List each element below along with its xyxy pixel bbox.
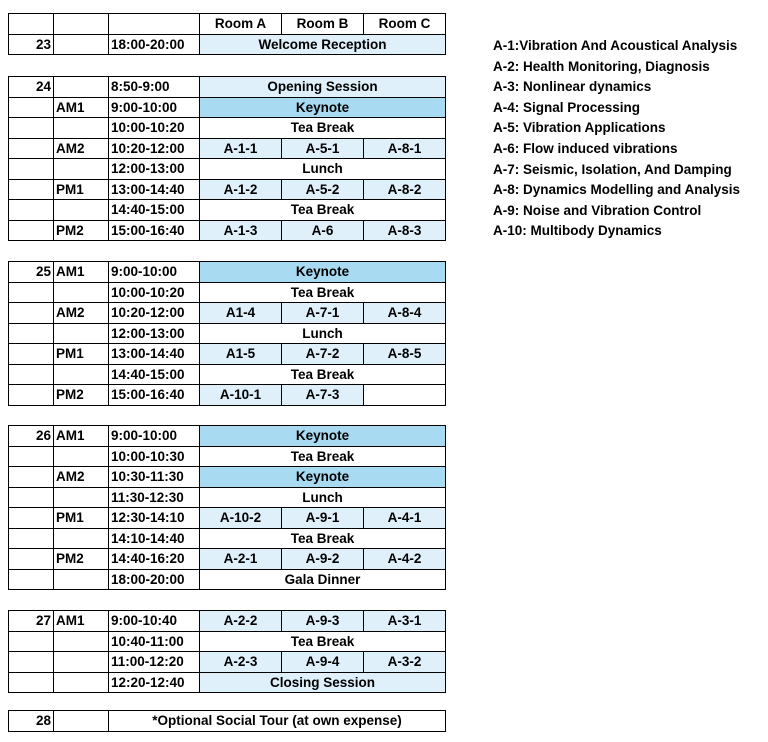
day23-row <box>9 34 446 55</box>
schedule-row <box>9 344 446 365</box>
day-cell <box>9 118 54 139</box>
schedule-row <box>9 528 446 549</box>
schedule-row <box>9 262 446 283</box>
legend-item: A-3: Nonlinear dynamics <box>493 79 652 95</box>
day-number: 26 <box>9 426 54 447</box>
day-cell <box>9 364 54 385</box>
header-row <box>9 14 446 35</box>
room-b-session: A-7-2 <box>282 344 364 365</box>
day-cell <box>9 631 54 652</box>
schedule-header-table <box>8 13 446 55</box>
schedule-row <box>9 179 446 200</box>
time-cell: 11:00-12:20 <box>109 652 200 673</box>
event-cell: Opening Session <box>200 77 446 98</box>
event-cell: Lunch <box>200 159 446 180</box>
room-a-session: A1-4 <box>200 303 282 324</box>
schedule-row <box>9 652 446 673</box>
room-c-header: Room C <box>364 14 446 35</box>
room-a-header: Room A <box>200 14 282 35</box>
period-cell <box>54 487 109 508</box>
schedule-row <box>9 77 446 98</box>
period-cell <box>54 282 109 303</box>
period-cell: AM2 <box>54 467 109 488</box>
day-cell <box>9 159 54 180</box>
time-cell: 10:00-10:20 <box>109 118 200 139</box>
day-cell <box>9 446 54 467</box>
period-cell: AM1 <box>54 611 109 632</box>
day-cell <box>9 528 54 549</box>
time-cell: 18:00-20:00 <box>109 569 200 590</box>
schedule-row <box>9 323 446 344</box>
time-cell: 12:00-13:00 <box>109 159 200 180</box>
period-cell <box>54 569 109 590</box>
period-cell: PM2 <box>54 385 109 406</box>
room-b-session: A-9-3 <box>282 611 364 632</box>
day-cell <box>9 652 54 673</box>
period-cell: PM2 <box>54 549 109 570</box>
room-a-session: A-10-1 <box>200 385 282 406</box>
event-cell: Tea Break <box>200 631 446 652</box>
schedule-row <box>9 138 446 159</box>
time-cell: 18:00-20:00 <box>109 34 200 55</box>
time-cell: 12:20-12:40 <box>109 672 200 693</box>
room-b-session: A-9-1 <box>282 508 364 529</box>
header-blank <box>109 14 200 35</box>
time-cell: 12:00-13:00 <box>109 323 200 344</box>
room-a-session: A-1-1 <box>200 138 282 159</box>
day-cell <box>9 282 54 303</box>
room-b-session: A-5-2 <box>282 179 364 200</box>
day-cell <box>9 97 54 118</box>
schedule-row <box>9 118 446 139</box>
room-a-session: A-10-2 <box>200 508 282 529</box>
room-a-session: A1-5 <box>200 344 282 365</box>
legend-item: A-9: Noise and Vibration Control <box>493 202 702 218</box>
track-legend <box>493 36 740 242</box>
schedule-row <box>9 364 446 385</box>
day-number: 25 <box>9 262 54 283</box>
time-cell: 10:20-12:00 <box>109 138 200 159</box>
period-cell <box>54 528 109 549</box>
schedule-row <box>9 282 446 303</box>
schedule-row <box>9 200 446 221</box>
period-cell: AM2 <box>54 303 109 324</box>
time-cell: 10:40-11:00 <box>109 631 200 652</box>
time-cell: 14:40-16:20 <box>109 549 200 570</box>
schedule-row <box>9 220 446 241</box>
day-cell <box>9 672 54 693</box>
room-c-session: A-4-1 <box>364 508 446 529</box>
room-a-session: A-2-3 <box>200 652 282 673</box>
day-number: 28 <box>9 711 54 732</box>
schedule-row <box>9 569 446 590</box>
day24-table <box>8 76 446 241</box>
period-cell: AM2 <box>54 138 109 159</box>
room-b-session: A-6 <box>282 220 364 241</box>
room-b-session: A-7-3 <box>282 385 364 406</box>
room-c-session <box>364 385 446 406</box>
day25-table <box>8 261 446 406</box>
room-b-header: Room B <box>282 14 364 35</box>
schedule-row <box>9 631 446 652</box>
room-a-session: A-2-1 <box>200 549 282 570</box>
time-cell: 13:00-14:40 <box>109 344 200 365</box>
schedule-row <box>9 426 446 447</box>
period-cell: PM1 <box>54 344 109 365</box>
time-cell: 10:30-11:30 <box>109 467 200 488</box>
time-cell: 8:50-9:00 <box>109 77 200 98</box>
period-cell: AM1 <box>54 262 109 283</box>
room-c-session: A-8-2 <box>364 179 446 200</box>
day-cell <box>9 549 54 570</box>
room-a-session: A-1-2 <box>200 179 282 200</box>
schedule-row <box>9 467 446 488</box>
legend-item: A-5: Vibration Applications <box>493 120 666 136</box>
event-cell: Closing Session <box>200 672 446 693</box>
time-cell: 14:40-15:00 <box>109 364 200 385</box>
event-cell: Keynote <box>200 262 446 283</box>
schedule-row <box>9 303 446 324</box>
room-c-session: A-3-1 <box>364 611 446 632</box>
period-cell <box>54 652 109 673</box>
room-c-session: A-4-2 <box>364 549 446 570</box>
time-cell: 13:00-14:40 <box>109 179 200 200</box>
period-cell <box>54 34 109 55</box>
legend-item: A-6: Flow induced vibrations <box>493 140 678 156</box>
time-cell: 10:00-10:20 <box>109 282 200 303</box>
schedule-row <box>9 159 446 180</box>
day-cell <box>9 303 54 324</box>
day-number: 23 <box>9 34 54 55</box>
day-cell <box>9 569 54 590</box>
room-b-session: A-9-2 <box>282 549 364 570</box>
period-cell <box>54 711 109 732</box>
day-cell <box>9 385 54 406</box>
period-cell: AM1 <box>54 426 109 447</box>
day26-table <box>8 425 446 590</box>
period-cell <box>54 631 109 652</box>
event-cell: Tea Break <box>200 200 446 221</box>
day-cell <box>9 487 54 508</box>
room-a-session: A-1-3 <box>200 220 282 241</box>
day-cell <box>9 138 54 159</box>
event-cell: Keynote <box>200 426 446 447</box>
time-cell: 14:10-14:40 <box>109 528 200 549</box>
legend-item: A-8: Dynamics Modelling and Analysis <box>493 182 741 198</box>
day-cell <box>9 323 54 344</box>
day27-table <box>8 610 446 693</box>
period-cell <box>54 159 109 180</box>
day-cell <box>9 508 54 529</box>
schedule-row <box>9 611 446 632</box>
time-cell: 9:00-10:00 <box>109 262 200 283</box>
period-cell: PM2 <box>54 220 109 241</box>
legend-item: A-4: Signal Processing <box>493 99 641 115</box>
time-cell: 14:40-15:00 <box>109 200 200 221</box>
room-c-session: A-8-3 <box>364 220 446 241</box>
time-cell: 9:00-10:00 <box>109 426 200 447</box>
period-cell <box>54 77 109 98</box>
room-b-session: A-5-1 <box>282 138 364 159</box>
period-cell <box>54 446 109 467</box>
day-cell <box>9 179 54 200</box>
room-c-session: A-8-5 <box>364 344 446 365</box>
schedule-row <box>9 487 446 508</box>
event-cell: Keynote <box>200 97 446 118</box>
schedule-row <box>9 446 446 467</box>
day-number: 27 <box>9 611 54 632</box>
period-cell: AM1 <box>54 97 109 118</box>
day-cell <box>9 200 54 221</box>
day28-table <box>8 710 446 732</box>
period-cell <box>54 118 109 139</box>
schedule-row <box>9 385 446 406</box>
legend-item: A-7: Seismic, Isolation, And Damping <box>493 161 732 177</box>
event-cell: Lunch <box>200 487 446 508</box>
event-cell: Tea Break <box>200 446 446 467</box>
period-cell <box>54 364 109 385</box>
event-cell: Tea Break <box>200 528 446 549</box>
time-cell: 10:00-10:30 <box>109 446 200 467</box>
header-blank <box>9 14 54 35</box>
period-cell <box>54 672 109 693</box>
day28-row <box>9 711 446 732</box>
period-cell: PM1 <box>54 179 109 200</box>
event-cell: Tea Break <box>200 118 446 139</box>
event-cell: Lunch <box>200 323 446 344</box>
room-c-session: A-8-1 <box>364 138 446 159</box>
room-c-session: A-3-2 <box>364 652 446 673</box>
schedule-row <box>9 672 446 693</box>
time-cell: 9:00-10:40 <box>109 611 200 632</box>
legend-item: A-2: Health Monitoring, Diagnosis <box>493 58 710 74</box>
time-cell: 10:20-12:00 <box>109 303 200 324</box>
period-cell <box>54 200 109 221</box>
header-blank <box>54 14 109 35</box>
event-cell: Keynote <box>200 467 446 488</box>
schedule-row <box>9 549 446 570</box>
schedule-row <box>9 508 446 529</box>
day-cell <box>9 344 54 365</box>
legend-item: A-10: Multibody Dynamics <box>493 223 662 239</box>
period-cell: PM1 <box>54 508 109 529</box>
room-b-session: A-9-4 <box>282 652 364 673</box>
time-cell: 12:30-14:10 <box>109 508 200 529</box>
event-cell: Welcome Reception <box>200 34 446 55</box>
event-cell: Gala Dinner <box>200 569 446 590</box>
event-cell: *Optional Social Tour (at own expense) <box>109 711 446 732</box>
time-cell: 9:00-10:00 <box>109 97 200 118</box>
day-cell <box>9 220 54 241</box>
event-cell: Tea Break <box>200 364 446 385</box>
day-cell <box>9 467 54 488</box>
day-number: 24 <box>9 77 54 98</box>
room-a-session: A-2-2 <box>200 611 282 632</box>
time-cell: 15:00-16:40 <box>109 385 200 406</box>
schedule-row <box>9 97 446 118</box>
event-cell: Tea Break <box>200 282 446 303</box>
period-cell <box>54 323 109 344</box>
legend-item: A-1:Vibration And Acoustical Analysis <box>493 38 738 53</box>
time-cell: 15:00-16:40 <box>109 220 200 241</box>
room-b-session: A-7-1 <box>282 303 364 324</box>
room-c-session: A-8-4 <box>364 303 446 324</box>
time-cell: 11:30-12:30 <box>109 487 200 508</box>
